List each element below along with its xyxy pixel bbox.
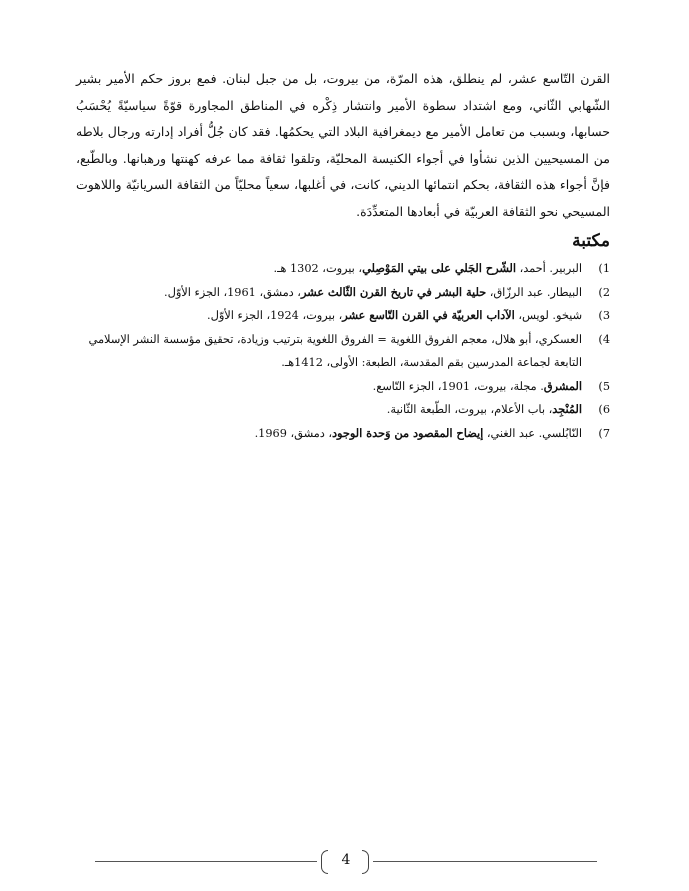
- item-text: [76, 281, 590, 305]
- item-title: حلية البشر في تاريخ القرن الثّالث عشر: [300, 284, 487, 299]
- item-post: ، دمشق، 1961، الجزء الأوّل.: [164, 285, 301, 299]
- item-number: 4): [598, 332, 610, 346]
- item-title: الآداب العربيّة في القرن التّاسع عشر: [342, 308, 515, 322]
- item-post: ، باب الأعلام، بيروت، الطّبعة الثّانية.: [386, 403, 553, 416]
- item-title: الشّرح الجَلي على بيتي المَوْصِلي: [362, 261, 516, 275]
- bibliography-item: [76, 304, 610, 328]
- item-number: 2): [598, 285, 610, 299]
- page-body: [76, 66, 610, 445]
- bracket-left-icon: [321, 850, 328, 874]
- item-text: [76, 375, 590, 399]
- item-pre: النّابُلسي. عبد الغني،: [483, 426, 582, 440]
- footer-rule-left: [95, 861, 317, 862]
- bibliography-list: [76, 257, 610, 445]
- footer-rule-right: [373, 861, 597, 862]
- item-pre: شيخو. لويس،: [514, 309, 582, 322]
- item-number: 1): [598, 262, 610, 275]
- item-number: 3): [598, 309, 610, 322]
- item-title: إيضاح المقصود من وَحدة الوجود: [331, 425, 484, 440]
- bibliography-item: [76, 422, 610, 446]
- item-pre: البيطار. عبد الرزّاق،: [486, 285, 582, 299]
- bibliography-item: [76, 398, 610, 422]
- item-text: [76, 257, 590, 281]
- item-text: [76, 328, 590, 375]
- item-title: المشرق: [543, 378, 582, 393]
- page-number: 4: [341, 852, 351, 868]
- bibliography-item: [76, 328, 610, 375]
- item-number: 5): [598, 379, 610, 393]
- page-footer: [95, 848, 597, 876]
- item-pre: العسكري، أبو هلال، معجم الفروق اللغوية = الفروق اللغوية بترتيب وزيادة، تحقيق مؤسسة النشر الإسلامي التابعة لجماعة المدرسين بقم المقدسة، الطبعة: الأولى، 1412هـ.: [88, 332, 582, 369]
- item-post: ، بيروت، 1924، الجزء الأوّل.: [207, 309, 343, 322]
- item-title: المُنْجِد: [552, 402, 582, 416]
- bibliography-item: [76, 281, 610, 305]
- item-post: ، دمشق، 1969.: [254, 426, 332, 440]
- item-number: 6): [598, 403, 610, 416]
- bibliography-item: [76, 257, 610, 281]
- item-text: [76, 304, 590, 328]
- body-paragraph: القرن التّاسع عشر، لم ينطلق، هذه المرّة، من بيروت، بل من جبل لبنان. فمع بروز حكم الأمير بشير الشّهابي الثّاني، ومع اشتداد سطوة الأمير وانتشار ذِكْره في المناطق المجاورة قوّةً سياسيّةً يُحْسَبُ حسابها، وبسبب من تعامل الأمير مع ديمغرافية البلاد التي يحكمُها. فقد كان جُلُّ أفراد إدارته ورجال بلاطه من المسيحيين الذين نشأوا في أجواء الكنيسة المحليّة، وتلقوا ثقافة مما عرفه كهنتها ورهبانها. وبالطّبع، فإنَّ أجواء هذه الثقافة، بحكم انتمائها الديني، كانت، في أغلبها، سعياً محليّاً من الثقافة السريانيّة واللاهوت المسيحي نحو الثقافة العربيّة في أبعادها المتعدِّدَة.: [76, 71, 610, 219]
- bracket-right-icon: [362, 850, 369, 874]
- bibliography-heading: مكتبة: [572, 231, 610, 251]
- item-post: . مجلة، بيروت، 1901، الجزء التّاسع.: [372, 379, 544, 393]
- item-text: [76, 422, 590, 446]
- item-pre: البربير. أحمد،: [515, 262, 582, 275]
- bibliography-item: [76, 375, 610, 399]
- item-post: ، بيروت، 1302 هـ.: [273, 262, 363, 275]
- item-text: [76, 398, 590, 422]
- item-number: 7): [598, 426, 610, 440]
